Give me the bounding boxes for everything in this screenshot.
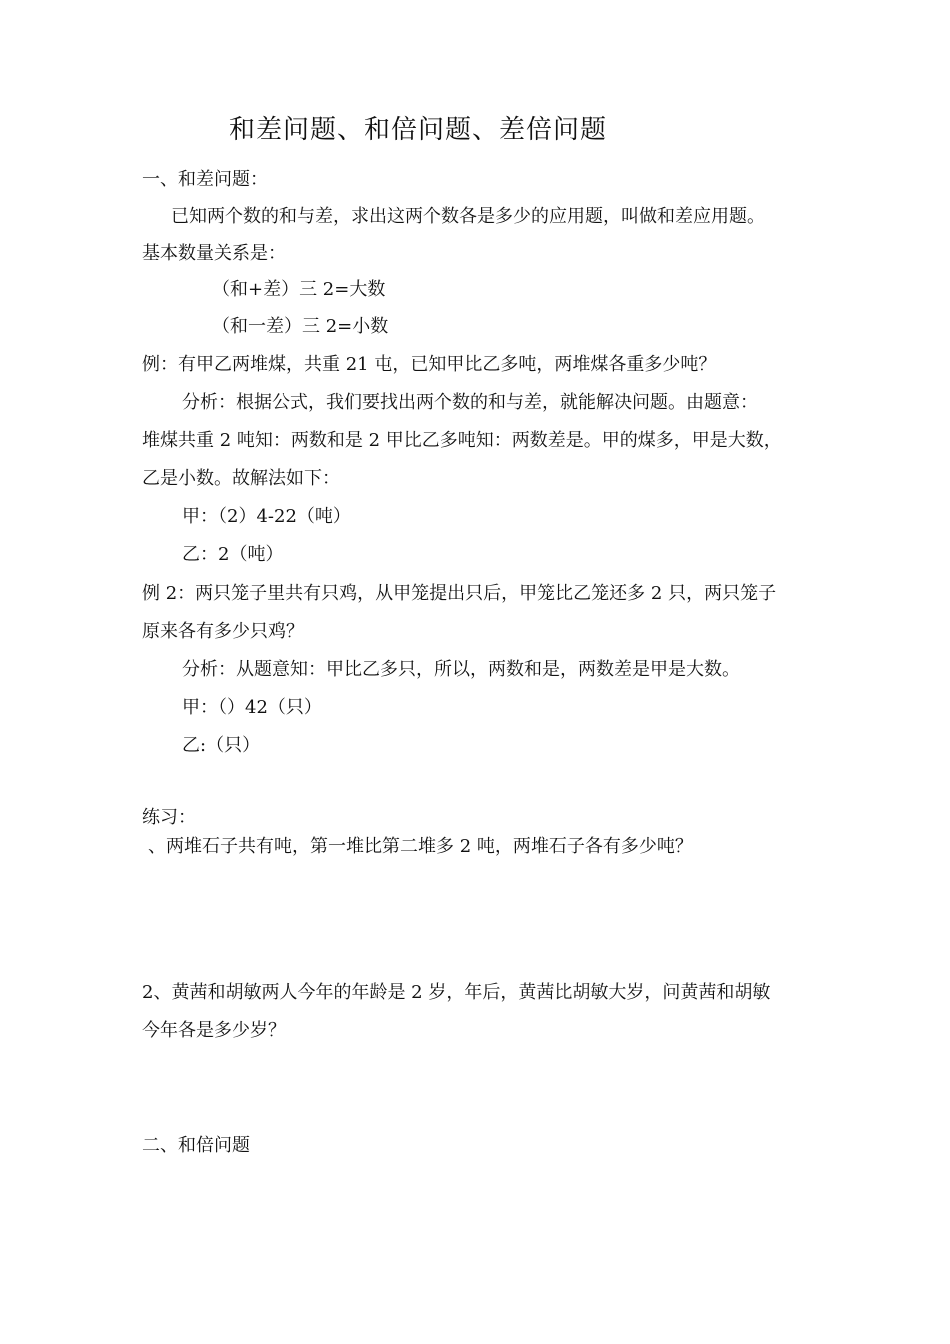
practice-item: 2、黄茜和胡敏两人今年的年龄是 2 岁，年后，黄茜比胡敏大岁，问黄茜和胡敏 bbox=[142, 982, 771, 1003]
solution-line: 甲：（）42（只） bbox=[182, 697, 322, 718]
section-heading: 二、和倍问题 bbox=[142, 1135, 250, 1156]
analysis-line: 分析：从题意知：甲比乙多只，所以，两数和是，两数差是甲是大数。 bbox=[182, 659, 740, 680]
analysis-line: 堆煤共重 2 吨知：两数和是 2 甲比乙多吨知：两数差是。甲的煤多，甲是大数， bbox=[142, 430, 782, 451]
formula-line: （和+差）三 2=大数 bbox=[212, 279, 386, 300]
practice-heading: 练习： bbox=[142, 807, 196, 828]
solution-line: 甲：（2）4-22（吨） bbox=[182, 506, 351, 527]
paragraph-line: 已知两个数的和与差，求出这两个数各是多少的应用题，叫做和差应用题。 bbox=[171, 206, 765, 227]
analysis-line: 分析：根据公式，我们要找出两个数的和与差，就能解决问题。由题意： bbox=[182, 392, 758, 413]
section-heading: 一、和差问题： bbox=[142, 169, 268, 190]
paragraph-line: 基本数量关系是： bbox=[142, 243, 286, 264]
practice-item: 、两堆石子共有吨，第一堆比第二堆多 2 吨，两堆石子各有多少吨？ bbox=[148, 836, 693, 857]
formula-line: （和一差）三 2=小数 bbox=[212, 316, 389, 337]
example-line: 原来各有多少只鸡？ bbox=[142, 621, 304, 642]
example-line: 例：有甲乙两堆煤，共重 21 屯，已知甲比乙多吨，两堆煤各重多少吨？ bbox=[142, 354, 717, 375]
document-title: 和差问题、和倍问题、差倍问题 bbox=[229, 115, 608, 145]
solution-line: 乙:（只） bbox=[182, 735, 261, 756]
analysis-line: 乙是小数。故解法如下： bbox=[142, 468, 340, 489]
practice-item: 今年各是多少岁？ bbox=[142, 1020, 286, 1041]
example-line: 例 2：两只笼子里共有只鸡，从甲笼提出只后，甲笼比乙笼还多 2 只，两只笼子 bbox=[142, 583, 777, 604]
solution-line: 乙：2（吨） bbox=[182, 544, 284, 565]
